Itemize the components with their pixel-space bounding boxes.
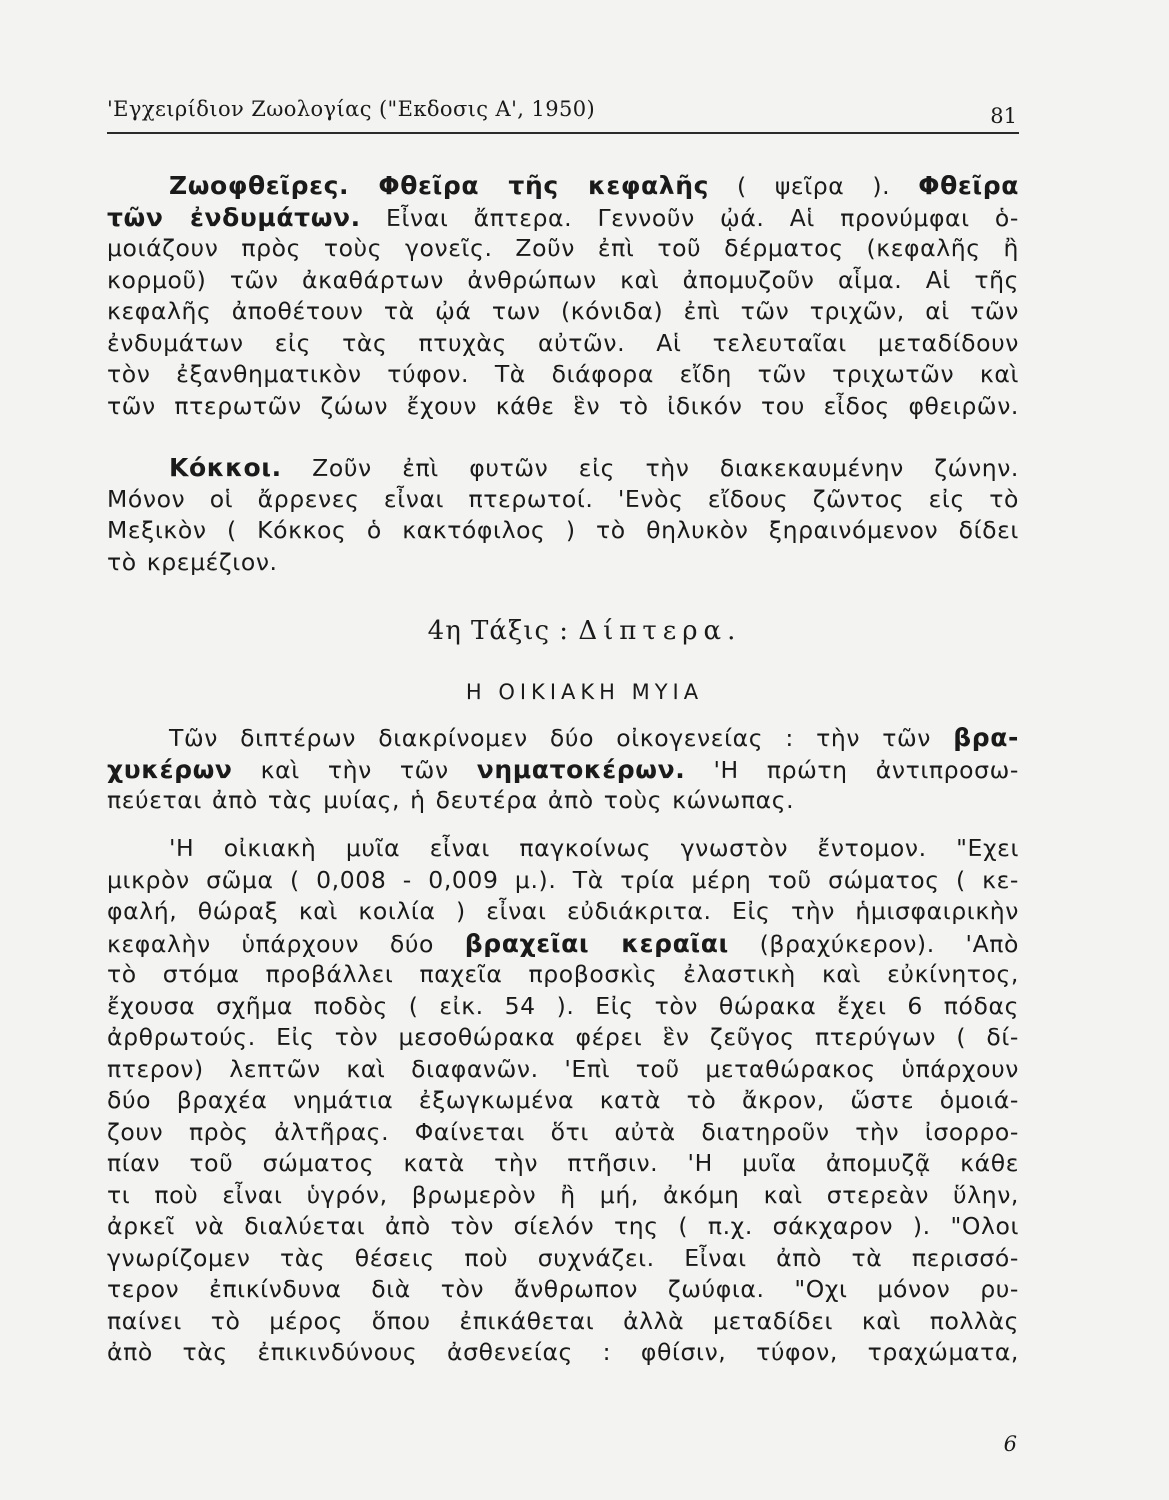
subsection-heading: Η ΟΙΚΙΑΚΗ ΜΥΙΑ xyxy=(465,680,704,704)
term-zoophtheires: Ζωοφθεῖρες. xyxy=(169,171,379,200)
section-heading xyxy=(0,616,1169,646)
paragraph-lice xyxy=(107,170,1019,422)
text-line xyxy=(107,722,1019,754)
text-line: κεφαλῆς ἀποθέτουν τὰ ᾠά των (κόνιδα) ἐπὶ τῶν τριχῶν, αἱ τῶν xyxy=(107,297,1019,325)
section-prefix: 4η Τάξις : xyxy=(427,616,579,646)
paragraph-diptera xyxy=(107,722,1019,817)
text-fragment: 'Η πρώτη ἀντιπροσω- xyxy=(685,755,1019,784)
text-line: τῶν πτερωτῶν ζώων ἔχουν κάθε ἓν τὸ ἰδικόν του εἶδος φθειρῶν. xyxy=(107,391,1019,420)
text-fragment: κεφαλὴν ὑπάρχουν δύο xyxy=(107,929,465,958)
text-line: πίαν τοῦ σώματος κατὰ τὴν πτῆσιν. 'Η μυῖα ἀπομυζᾷ κάθε xyxy=(107,1149,1019,1177)
text-line: μοιάζουν πρὸς τοὺς γονεῖς. Ζοῦν ἐπὶ τοῦ δέρματος (κεφαλῆς ἢ xyxy=(107,234,1019,262)
text-line: ἀρθρωτούς. Εἰς τὸν μεσοθώρακα φέρει ἓν ζεῦγος πτερύγων ( δί- xyxy=(107,1023,1019,1051)
text-fragment: ( ψεῖρα ). xyxy=(709,172,919,200)
text-line: Μόνον οἱ ἄρρενες εἶναι πτερωτοί. 'Ενὸς εἴδους ζῶντος εἰς τὸ xyxy=(107,484,1019,513)
text-line: γνωρίζομεν τὰς θέσεις ποὺ συχνάζει. Εἶναι ἀπὸ τὰ περισσό- xyxy=(107,1243,1019,1272)
text-line: φαλή, θώραξ καὶ κοιλία ) εἶναι εὐδιάκριτα. Εἰς τὴν ἡμισφαιρικὴν xyxy=(107,897,1019,925)
text-fragment: Τῶν διπτέρων διακρίνομεν δύο οἰκογενείας : τὴν τῶν xyxy=(169,724,954,752)
term-body-louse: Φθεῖρα xyxy=(918,171,1019,200)
text-line: τὸν ἐξανθηματικὸν τύφον. Τὰ διάφορα εἴδη τῶν τριχωτῶν καὶ xyxy=(107,360,1019,388)
term-brachycera-cont: χυκέρων xyxy=(107,754,233,784)
term-body-louse-cont: τῶν ἐνδυμάτων. xyxy=(107,202,361,232)
text-line: πεύεται ἀπὸ τὰς μυίας, ἡ δευτέρα ἀπὸ τοὺς κώνωπας. xyxy=(107,786,795,814)
text-line: τερον ἐπικίνδυνα διὰ τὸν ἄνθρωπον ζωύφια. "Οχι μόνον ρυ- xyxy=(107,1275,1019,1303)
text-line: μικρὸν σῶμα ( 0,008 - 0,009 μ.). Τὰ τρία μέρη τοῦ σώματος ( κε- xyxy=(107,865,1019,894)
running-header xyxy=(107,92,1019,134)
text-line xyxy=(107,754,1019,786)
term-short-antennae: βραχεῖαι κεραῖαι xyxy=(464,928,729,958)
section-name: Δίπτερα. xyxy=(578,616,742,646)
text-line xyxy=(107,928,1019,960)
text-line: Μεξικὸν ( Κόκκος ὁ κακτόφιλος ) τὸ θηλυκὸν ξηραινόμενον δίδει xyxy=(107,516,1019,544)
text-line: τὸ κρεμέζιον. xyxy=(107,547,278,576)
header-title: 'Εγχειρίδιον Ζωολογίας ("Εκδοσις Α', 1950) xyxy=(107,97,596,121)
text-line: ἔχουσα σχῆμα ποδὸς ( εἰκ. 54 ). Εἰς τὸν θώρακα ἔχει 6 πόδας xyxy=(107,991,1019,1020)
signature-mark: 6 xyxy=(1003,1432,1017,1456)
text-line: πτερον) λεπτῶν καὶ διαφανῶν. 'Επὶ τοῦ μεταθώρακος ὑπάρχουν xyxy=(107,1054,1019,1083)
text-line xyxy=(107,202,1019,234)
term-kokkoi: Κόκκοι. xyxy=(169,453,282,482)
text-fragment: (βραχύκερον). 'Απὸ xyxy=(728,929,1019,958)
text-line: ἀρκεῖ νὰ διαλύεται ἀπὸ τὸν σίελόν της ( π.χ. σάκχαρον ). "Ολοι xyxy=(107,1212,1019,1240)
text-line: ζουν πρὸς ἀλτῆρας. Φαίνεται ὅτι αὐτὰ διατηροῦν τὴν ἰσορρο- xyxy=(107,1117,1019,1146)
text-line: παίνει τὸ μέρος ὅπου ἐπικάθεται ἀλλὰ μεταδίδει καὶ πολλὰς xyxy=(107,1306,1019,1335)
text-fragment: Ζοῦν ἐπὶ φυτῶν εἰς τὴν διακεκαυμένην ζώνην. xyxy=(281,454,1019,482)
text-line: ἐνδυμάτων εἰς τὰς πτυχὰς αὐτῶν. Αἱ τελευταῖαι μεταδίδουν xyxy=(107,328,1019,357)
term-brachycera: βρα- xyxy=(953,723,1019,752)
text-line: ἀπὸ τὰς ἐπικινδύνους ἀσθενείας : φθίσιν, τύφον, τραχώματα, xyxy=(107,1338,1019,1366)
text-line: τὸ στόμα προβάλλει παχεῖα προβοσκὶς ἐλαστικὴ καὶ εὐκίνητος, xyxy=(107,960,1019,988)
term-nematocera: νηματοκέρων. xyxy=(476,754,686,784)
term-head-louse: Φθεῖρα τῆς κεφαλῆς xyxy=(378,171,710,200)
paragraph-housefly xyxy=(107,833,1019,1369)
text-line: κορμοῦ) τῶν ἀκαθάρτων ἀνθρώπων καὶ ἀπομυζοῦν αἷμα. Αἱ τῆς xyxy=(107,265,1019,294)
page-number: 81 xyxy=(990,104,1017,128)
text-line: δύο βραχέα νημάτια ἐξωγκωμένα κατὰ τὸ ἄκρον, ὥστε ὁμοιά- xyxy=(107,1086,1019,1114)
text-fragment: καὶ τὴν τῶν xyxy=(232,755,477,784)
text-line: 'Η οἰκιακὴ μυῖα εἶναι παγκοίνως γνωστὸν ἔντομον. "Εχει xyxy=(169,834,1019,862)
paragraph-kokkoi xyxy=(107,452,1019,578)
text-line: τι ποὺ εἶναι ὑγρόν, βρωμερὸν ἢ μή, ἀκόμη καὶ στερεὰν ὕλην, xyxy=(107,1180,1019,1209)
text-line xyxy=(107,170,1019,202)
text-fragment: Εἶναι ἄπτερα. Γεννοῦν ᾠά. Αἱ προνύμφαι ὁ- xyxy=(360,203,1019,232)
text-line xyxy=(107,452,1019,484)
